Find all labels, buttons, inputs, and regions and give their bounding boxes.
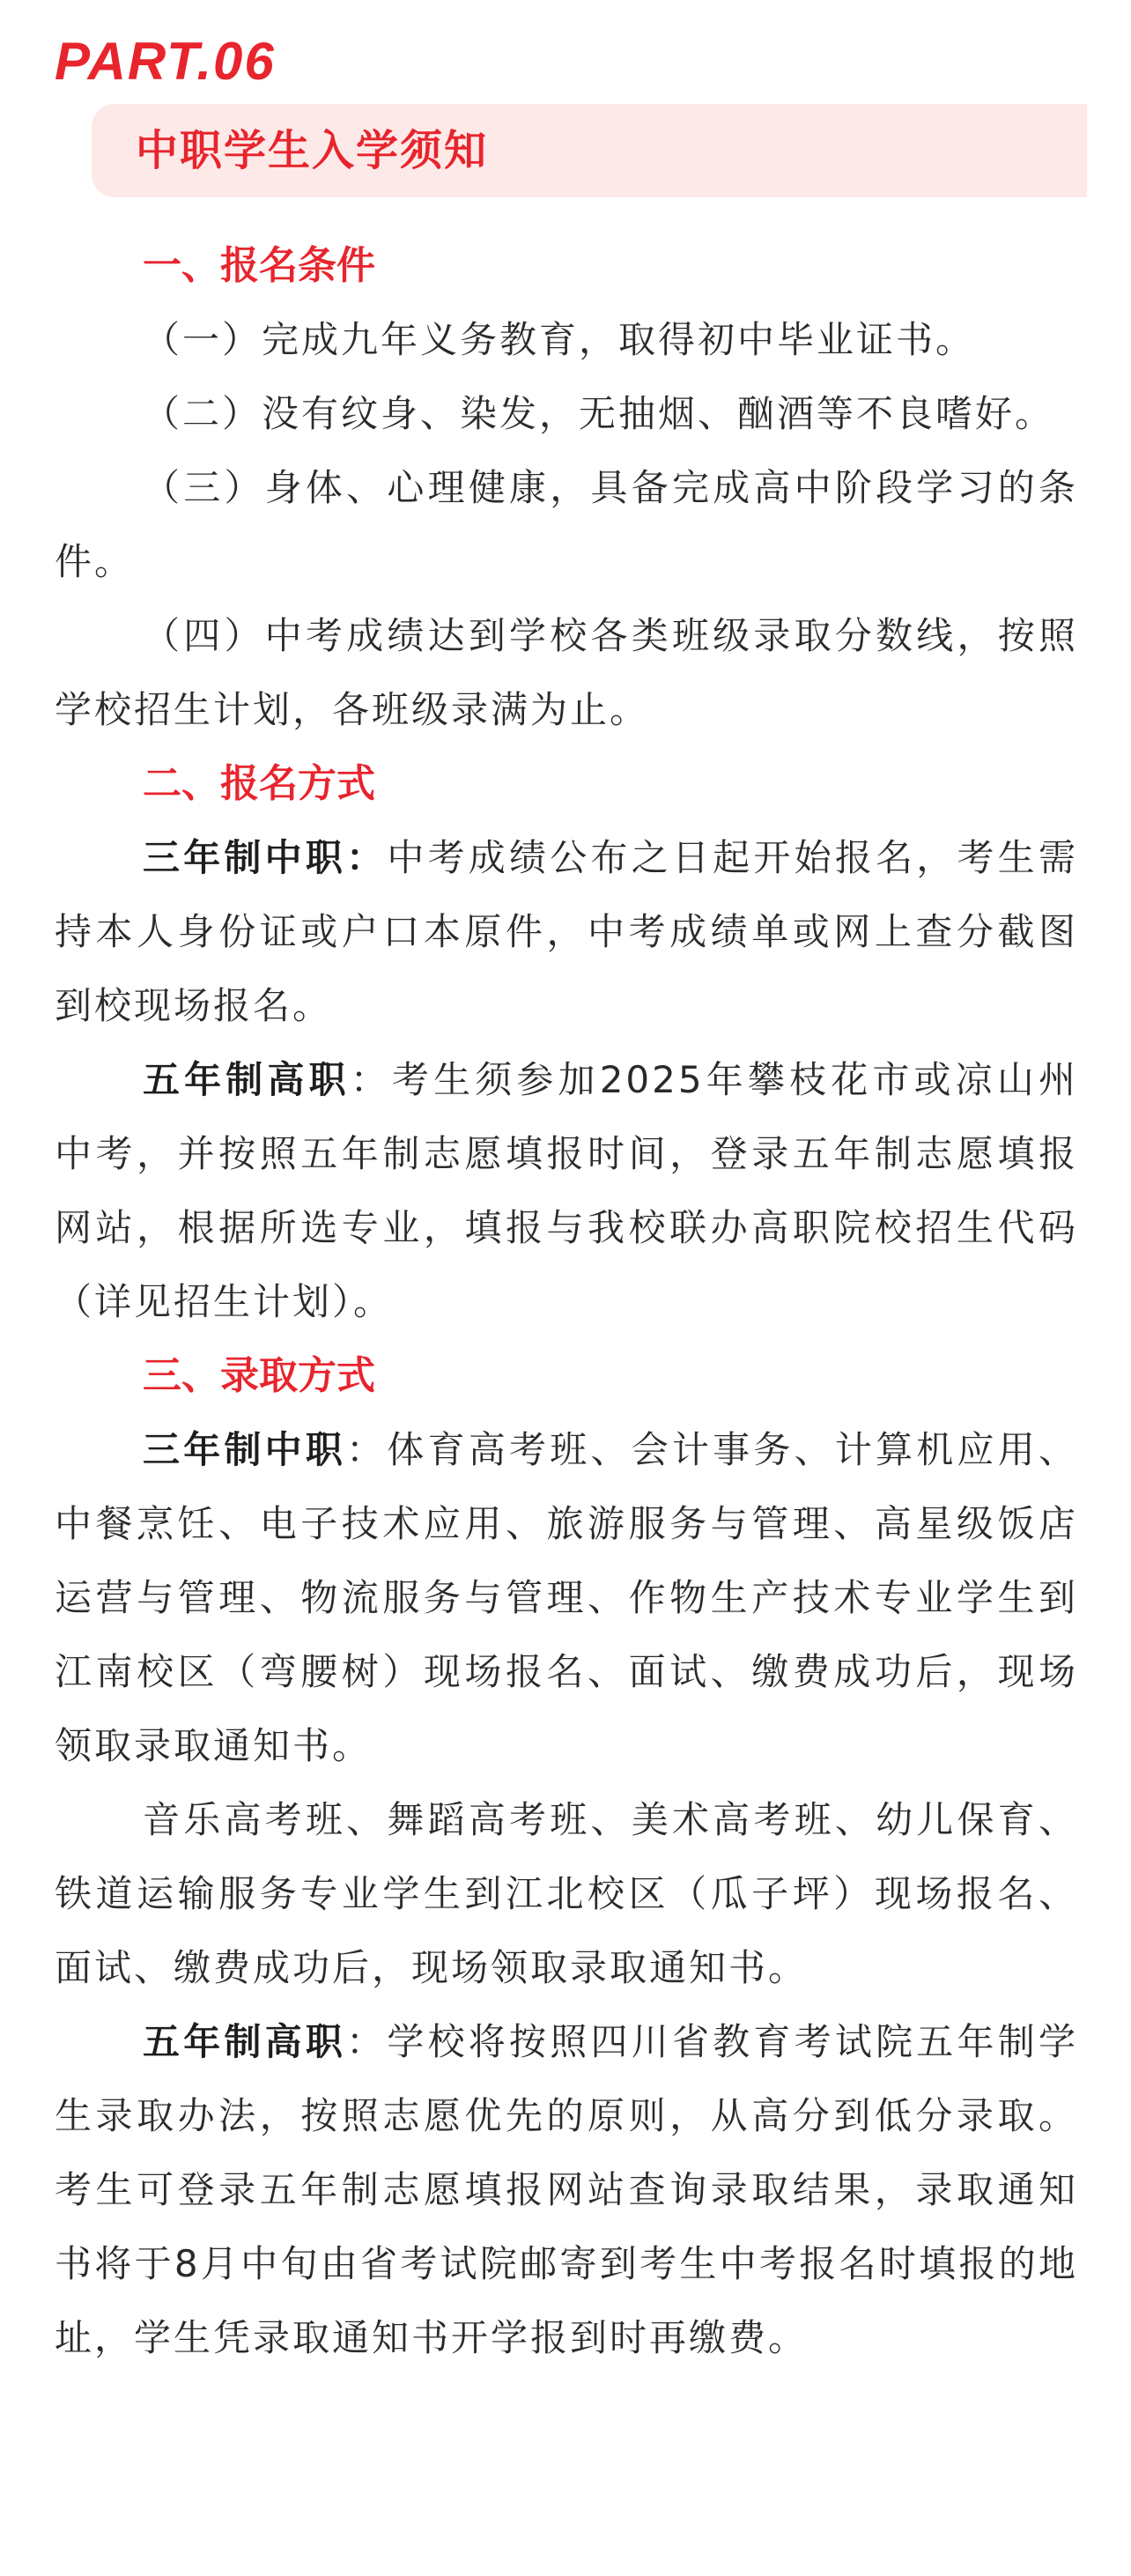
part-label: PART.06 [55, 32, 276, 91]
paragraph-text: ：体育高考班、会计事务、计算机应用、中餐烹饪、电子技术应用、旅游服务与管理、高星级饭店运营与管理、物流服务与管理、作物生产技术专业学生到江南校区（弯腰树）现场报名、面试、缴费成功后，现场领取录取通知书。 [55, 1428, 1078, 1767]
paragraph-text: ：考生须参加2025年攀枝花市或凉山州中考，并按照五年制志愿填报时间，登录五年制志愿填报网站，根据所选专业，填报与我校联办高职院校招生代码（详见招生计划）。 [55, 1058, 1078, 1323]
paragraph-text: （三）身体、心理健康，具备完成高中阶段学习的条件。 [55, 466, 1078, 583]
section-heading: 二、报名方式 [143, 761, 375, 806]
paragraph-text: 音乐高考班、舞蹈高考班、美术高考班、幼儿保育、铁道运输服务专业学生到江北校区（瓜子坪）现场报名、面试、缴费成功后，现场领取录取通知书。 [55, 1798, 1078, 1989]
paragraph [55, 821, 1078, 1043]
paragraph [55, 451, 1078, 599]
paragraph-lead: 三年制中职： [143, 836, 388, 879]
paragraph-text: （一）完成九年义务教育，取得初中毕业证书。 [143, 318, 976, 361]
paragraph [55, 599, 1078, 747]
paragraph-text: （二）没有纹身、染发，无抽烟、酗酒等不良嗜好。 [143, 392, 1055, 435]
section-registration-method [55, 747, 1078, 1339]
paragraph-lead: 三年制中职 [143, 1428, 347, 1471]
section-admission-method [55, 1339, 1078, 2375]
section-banner [92, 104, 1087, 197]
paragraph-lead: 五年制高职 [143, 1058, 351, 1101]
paragraph [55, 303, 1078, 377]
paragraph [55, 1783, 1078, 2005]
section-title: 中职学生入学须知 [136, 126, 489, 175]
section-registration-conditions [55, 229, 1078, 747]
paragraph [55, 1413, 1078, 1783]
paragraph [55, 1043, 1078, 1339]
paragraph-text: ：学校将按照四川省教育考试院五年制学生录取办法，按照志愿优先的原则，从高分到低分录取。考生可登录五年制志愿填报网站查询录取结果，录取通知书将于8月中旬由省考试院邮寄到考生中考报名时填报的地址，学生凭录取通知书开学报到时再缴费。 [55, 2020, 1078, 2359]
paragraph-lead: 五年制高职 [143, 2020, 347, 2063]
paragraph [55, 2005, 1078, 2375]
paragraph-text: （四）中考成绩达到学校各类班级录取分数线，按照学校招生计划，各班级录满为止。 [55, 614, 1078, 731]
section-heading: 三、录取方式 [143, 1353, 375, 1398]
paragraph-text: 中考成绩公布之日起开始报名，考生需持本人身份证或户口本原件，中考成绩单或网上查分截图到校现场报名。 [55, 836, 1078, 1027]
section-heading: 一、报名条件 [143, 243, 375, 288]
notice-content [55, 229, 1078, 2375]
paragraph [55, 377, 1078, 451]
